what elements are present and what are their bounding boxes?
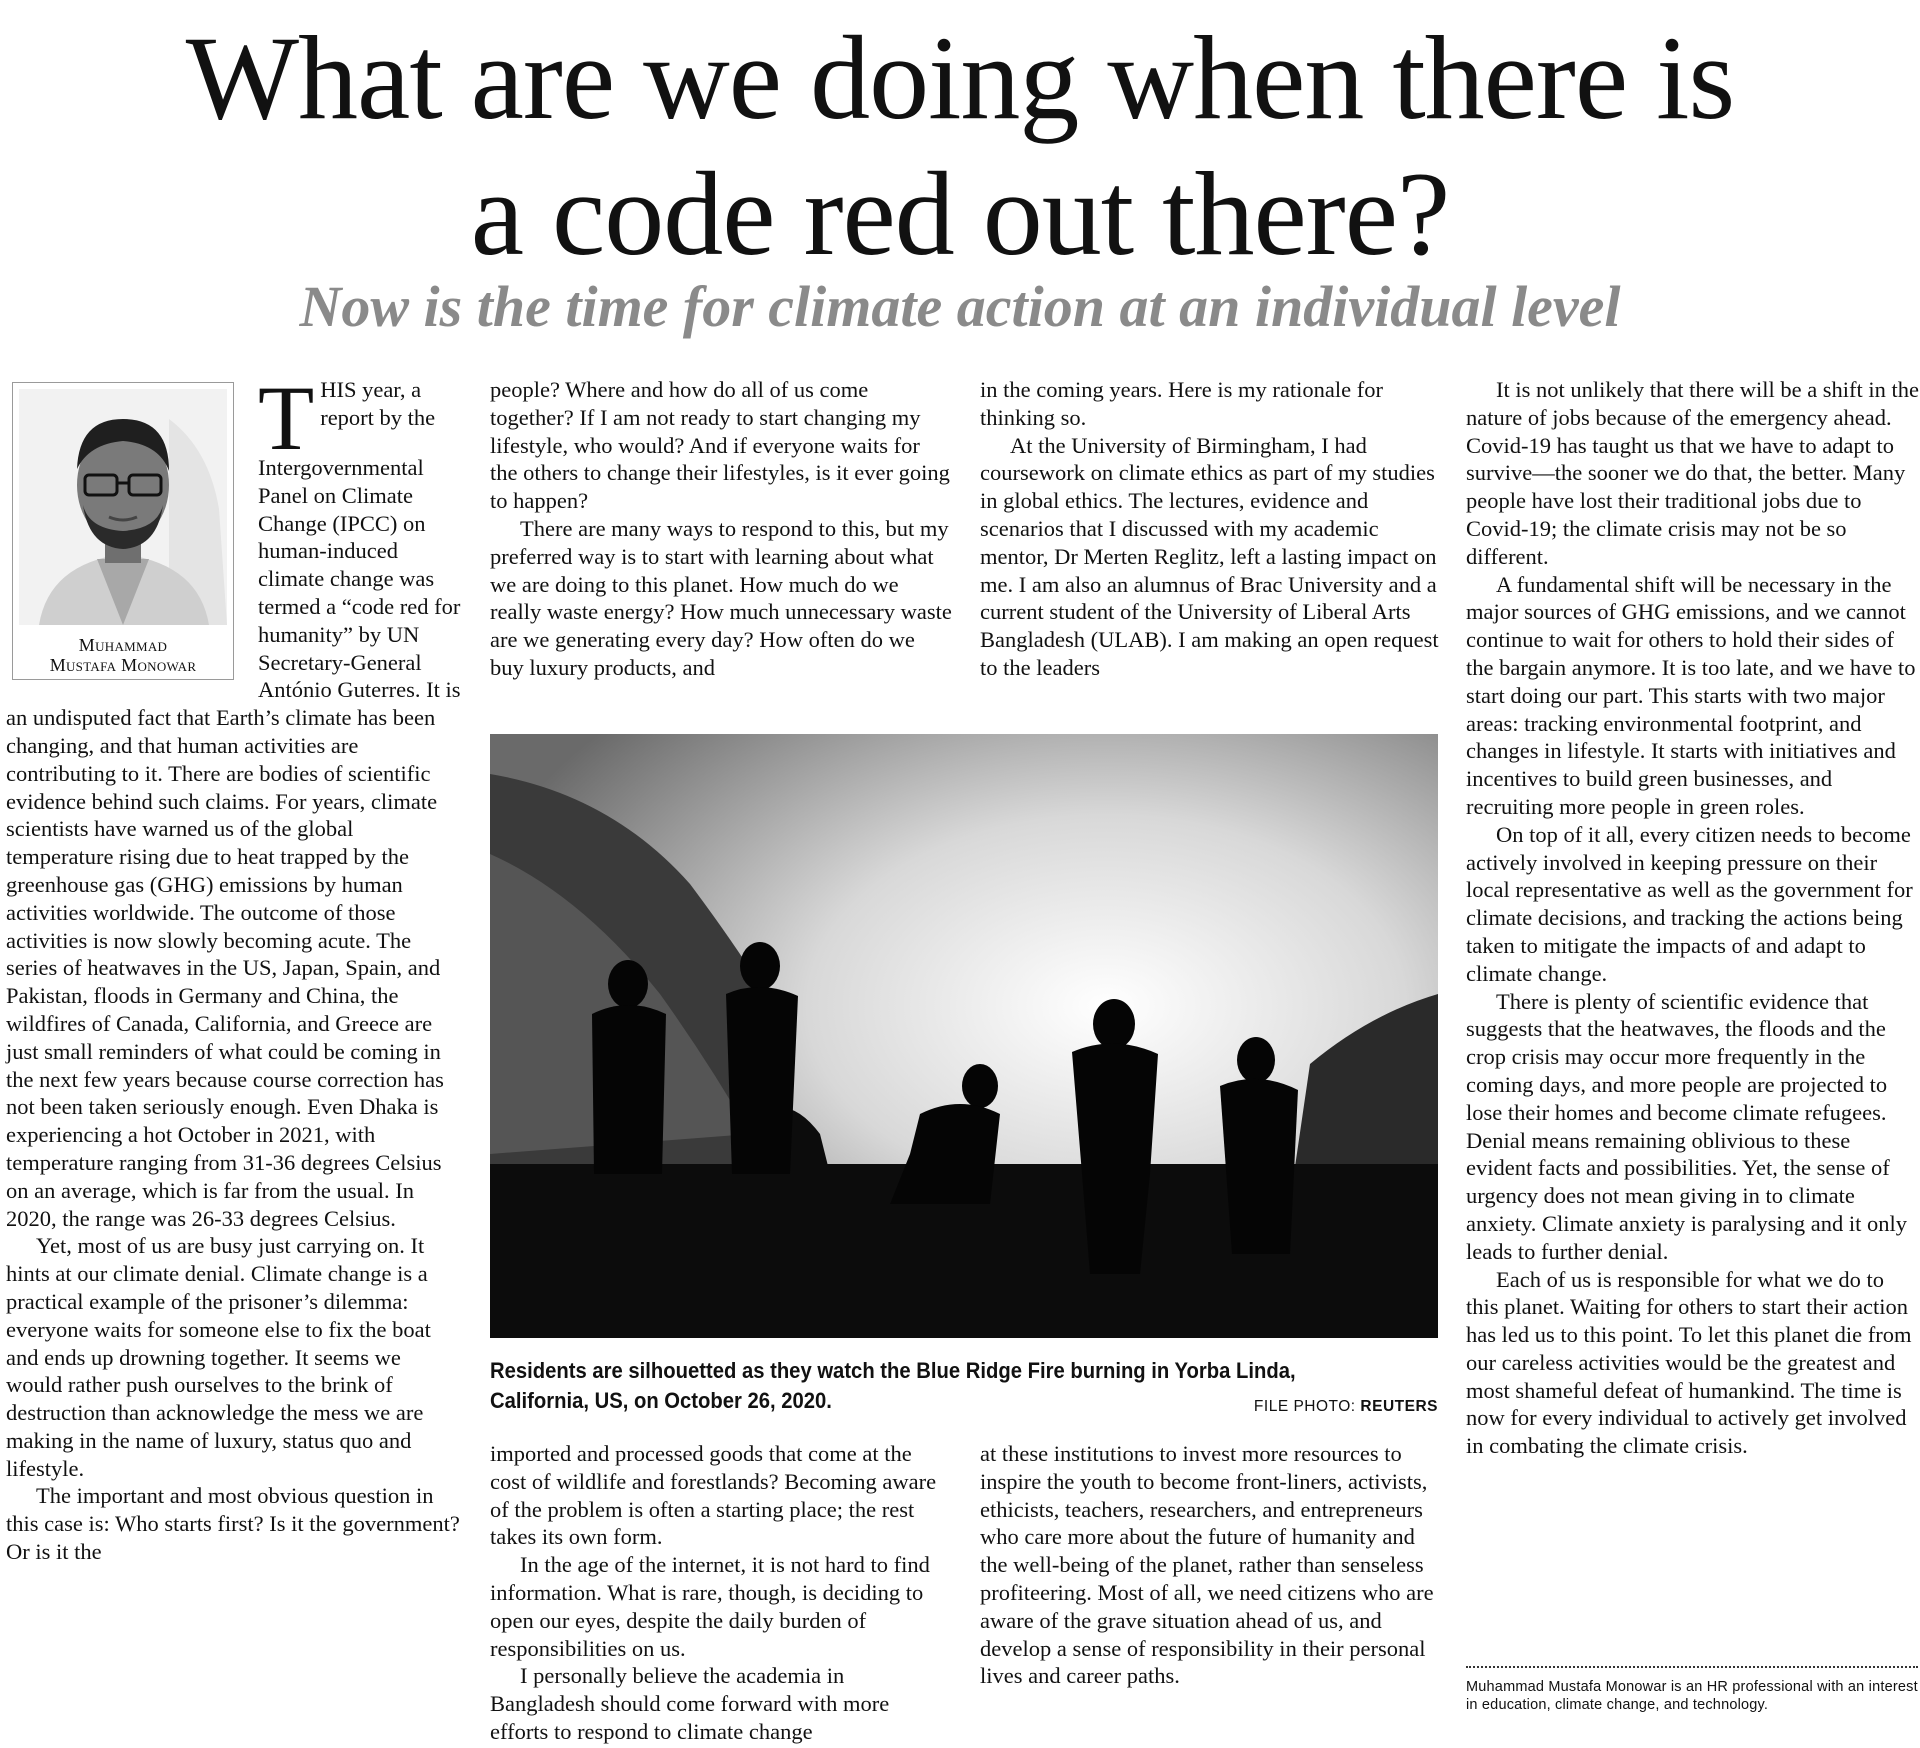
headline-line-1: What are we doing when there is	[185, 11, 1735, 144]
paragraph: Each of us is responsible for what we do to this planet. Waiting for others to start their action has led us to this point. To let this planet die from our careless activities would be the greatest and most shameful defeat of humankind. The time is now for every individual to actively get involved in combating the climate crisis.	[1466, 1266, 1912, 1459]
photo-credit	[1228, 1398, 1438, 1416]
article-column-1	[6, 367, 462, 1566]
bio-divider	[1466, 1666, 1918, 1668]
paragraph: in the coming years. Here is my rationale for thinking so.	[980, 377, 1383, 430]
paragraph: In the age of the internet, it is not hard to find information. What is rare, though, is deciding to open our eyes, despite the daily burden of responsibilities on us.	[490, 1552, 930, 1661]
paragraph: Yet, most of us are busy just carrying on. It hints at our climate denial. Climate change is a practical example of the prisoner’s dilemma: everyone waits for someone else to fix the boat and ends up drowning together. It seems we would rather push ourselves to the brink of destruction than acknowledge the mess we are making in the name of luxury, status quo and lifestyle.	[6, 1233, 431, 1481]
article-column-2-bottom	[490, 1440, 952, 1746]
paragraph: There are many ways to respond to this, but my preferred way is to start with learning about what we are doing to this planet. How much do we really waste energy? How much unnecessary waste are we generating every day? How often do we buy luxury products, and	[490, 515, 952, 680]
author-portrait-image	[19, 389, 227, 625]
photo-caption: Residents are silhouetted as they watch the Blue Ridge Fire burning in Yorba Linda, California, US, on October 26, 2020.	[490, 1358, 1296, 1413]
wildfire-photo	[490, 734, 1438, 1338]
paragraph: imported and processed goods that come at the cost of wildlife and forestlands? Becoming aware of the problem is often a starting place; the rest takes its own form.	[490, 1441, 937, 1550]
paragraph: people? Where and how do all of us come together? If I am not ready to start changing my lifestyle, who would? And if everyone waits for the others to change their lifestyles, is it ever going to happen?	[490, 377, 950, 514]
author-photo	[12, 382, 234, 680]
drop-cap: T	[258, 367, 315, 469]
intro-text: HIS year, a report by the Intergovernmental Panel on Climate Change (IPCC) on human-induced climate change was termed a “code red for humanity” by UN Secretary-General António Guterres. It is an undisputed fact that Earth’s climate has been changing, and that human activities are contributing to it. There are bodies of scientific evidence behind such claims. For years, climate scientists have warned us of the global temperature rising due to heat trapped by the greenhouse gas (GHG) emissions by human activities worldwide. The outcome of those activities is now slowly becoming acute. The series of heatwaves in the US, Japan, Spain, and Pakistan, floods in Germany and China, the wildfires of Canada, California, and Greece are just small reminders of what could be coming in the next few years because course correction has not been taken seriously enough. Even Dhaka is experiencing a hot October in 2021, with temperature ranging from 31-36 degrees Celsius on an average, which is far from the usual. In 2020, the range was 26-33 degrees Celsius.	[6, 377, 461, 1231]
author-bio: Muhammad Mustafa Monowar is an HR professional with an interest in education, climate change, and technology.	[1466, 1679, 1918, 1713]
paragraph: A fundamental shift will be necessary in the major sources of GHG emissions, and we cannot continue to wait for others to hold their sides of the bargain anymore. It is too late, and we have to start doing our part. This starts with two major areas: tracking environmental footprint, and changes in lifestyle. It starts with initiatives and incentives to build green businesses, and recruiting more people in green roles.	[1466, 571, 1916, 819]
credit-source: REUTERS	[1360, 1398, 1438, 1415]
author-first-name: Muhammad	[78, 635, 168, 655]
headline-line-2: a code red out there?	[470, 147, 1450, 280]
credit-prefix: FILE PHOTO:	[1253, 1398, 1361, 1415]
article-column-3-bottom	[980, 1440, 1442, 1690]
paragraph: at these institutions to invest more resources to inspire the youth to become front-liners, activists, ethicists, teachers, researchers, and entrepreneurs who care more about the future of humanity and the well-being of the planet, rather than senseless profiteering. Most of all, we need citizens who are aware of the grave situation ahead of us, and develop a sense of responsibility in their personal lives and career paths.	[980, 1441, 1434, 1689]
paragraph: It is not unlikely that there will be a shift in the nature of jobs because of the emergency ahead. Covid-19 has taught us that we have to adapt to survive—the sooner we do that, the better. Many people have lost their traditional jobs due to Covid-19; the climate crisis may not be so different.	[1466, 377, 1920, 569]
paragraph: The important and most obvious question in this case is: Who starts first? Is it the government? Or is it the	[6, 1483, 460, 1565]
author-last-name: Mustafa Monowar	[49, 655, 197, 675]
paragraph: I personally believe the academia in Bangladesh should come forward with more efforts to respond to climate change	[490, 1663, 890, 1744]
headline	[0, 10, 1920, 282]
article-column-2-top	[490, 376, 952, 682]
subheadline: Now is the time for climate action at an individual level	[299, 274, 1621, 339]
article-column-4	[1466, 376, 1920, 1460]
paragraph: There is plenty of scientific evidence that suggests that the heatwaves, the floods and the crop crisis may occur more frequently in the coming days, and more people are projected to lose their homes and become climate refugees. Denial means remaining oblivious to these evident facts and possibilities. Yet, the sense of urgency does not mean giving in to climate anxiety. Climate anxiety is paralysing and it only leads to further denial.	[1466, 988, 1907, 1264]
paragraph: At the University of Birmingham, I had coursework on climate ethics as part of my studies in global ethics. The lectures, evidence and scenarios that I discussed with my academic mentor, Dr Merten Reglitz, left a lasting impact on me. I am also an alumnus of Brac University and a current student of the University of Liberal Arts Bangladesh (ULAB). I am making an open request to the leaders	[980, 432, 1439, 680]
article-column-3-top	[980, 376, 1442, 682]
paragraph: On top of it all, every citizen needs to become actively involved in keeping pressure on their local representative as well as the government for climate decisions, and tracking the actions being taken to mitigate the impacts of and adapt to climate change.	[1466, 821, 1913, 986]
author-byline	[13, 635, 233, 675]
